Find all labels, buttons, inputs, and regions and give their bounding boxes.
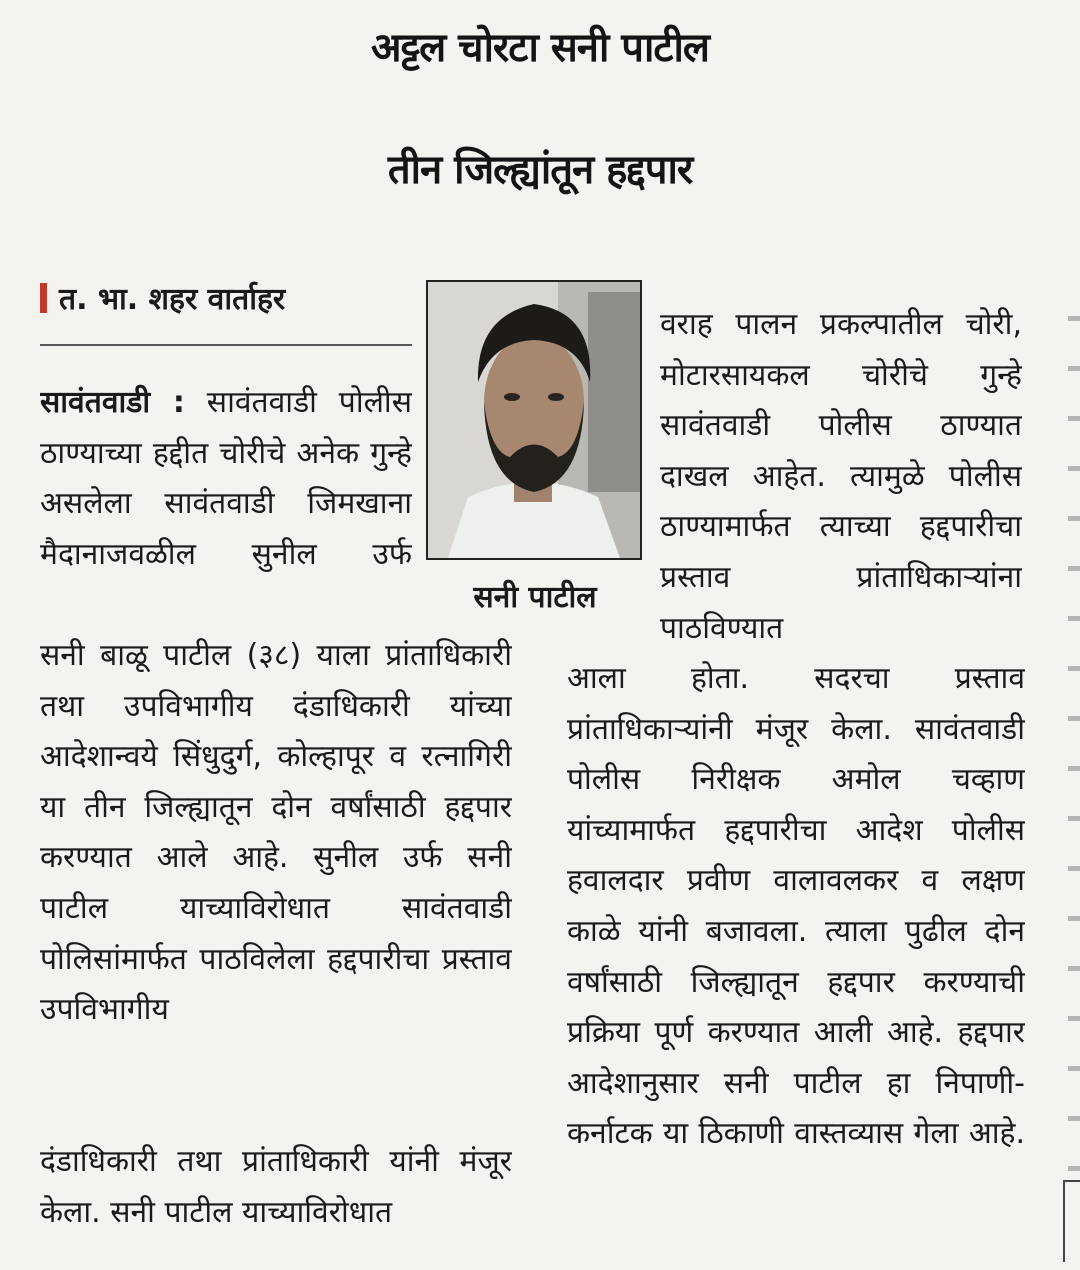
byline-divider: [40, 344, 412, 346]
photo-caption: सनी पाटील: [473, 580, 597, 615]
suspect-portrait-image: [428, 282, 640, 558]
article-column-1-upper: [40, 378, 412, 631]
article-column-2-lower: आला होता. सदरचा प्रस्ताव प्रांताधिकाऱ्यांनी मंजूर केला. सावंतवाडी पोलीस निरीक्षक अमोल चव्हाण यांच्यामार्फत हद्दपारीचा आदेश पोलीस हवालदार प्रवीण वालावलकर व लक्षण काळे यांनी बजावला. त्याला पुढील दोन वर्षांसाठी जिल्ह्यातून हद्दपार करण्याची प्रक्रिया पूर्ण करण्यात आली आहे. हद्दपार आदेशानुसार सनी पाटील हा निपाणी-कर्नाटक या ठिकाणी वास्तव्यास गेला आहे.: [567, 661, 1025, 1152]
article-column-1-tail: दंडाधिकारी तथा प्रांताधिकारी यांनी मंजूर केला. सनी पाटील याच्याविरोधात: [40, 1144, 512, 1230]
headline-line-2: तीन जिल्ह्यांतून हद्दपार: [387, 147, 693, 193]
article-column-1-lower: सनी बाळू पाटील (३८) याला प्रांताधिकारी तथा उपविभागीय दंडाधिकारी यांच्या आदेशान्वये सिंधुदुर्ग, कोल्हापूर व रत्नागिरी या तीन जिल्ह्यातून दोन वर्षांसाठी हद्दपार करण्यात आले आहे. सुनील उर्फ सनी पाटील याच्याविरोधात सावंतवाडी पोलिसांमार्फत पाठविलेला हद्दपारीचा प्रस्ताव उपविभागीय: [40, 638, 512, 1028]
headline-line-1: अट्टल चोरटा सनी पाटील: [371, 25, 709, 71]
article-column-2-upper: वराह पालन प्रकल्पातील चोरी, मोटारसायकल चोरीचे गुन्हे सावंतवाडी पोलीस ठाण्यात दाखल आहेत. त्यामुळे पोलीस ठाण्यामार्फत त्याच्या हद्दपारीचा प्रस्ताव प्रांताधिकाऱ्यांना पाठविण्यात: [660, 307, 1022, 646]
dateline: सावंतवाडी :: [40, 385, 185, 420]
byline: [40, 280, 412, 320]
article-text: सावंतवाडी पोलीस ठाण्याच्या हद्दीत चोरीचे अनेक गुन्हे असलेला सावंतवाडी जिमखाना मैदानाजवळील सुनील उर्फ: [40, 385, 412, 572]
byline-text: त. भा. शहर वार्ताहर: [59, 282, 286, 317]
suspect-photo: [426, 280, 642, 560]
byline-marker: [40, 283, 47, 313]
adjacent-column-edge: [1068, 280, 1080, 1180]
adjacent-box-corner: [1063, 1180, 1080, 1262]
